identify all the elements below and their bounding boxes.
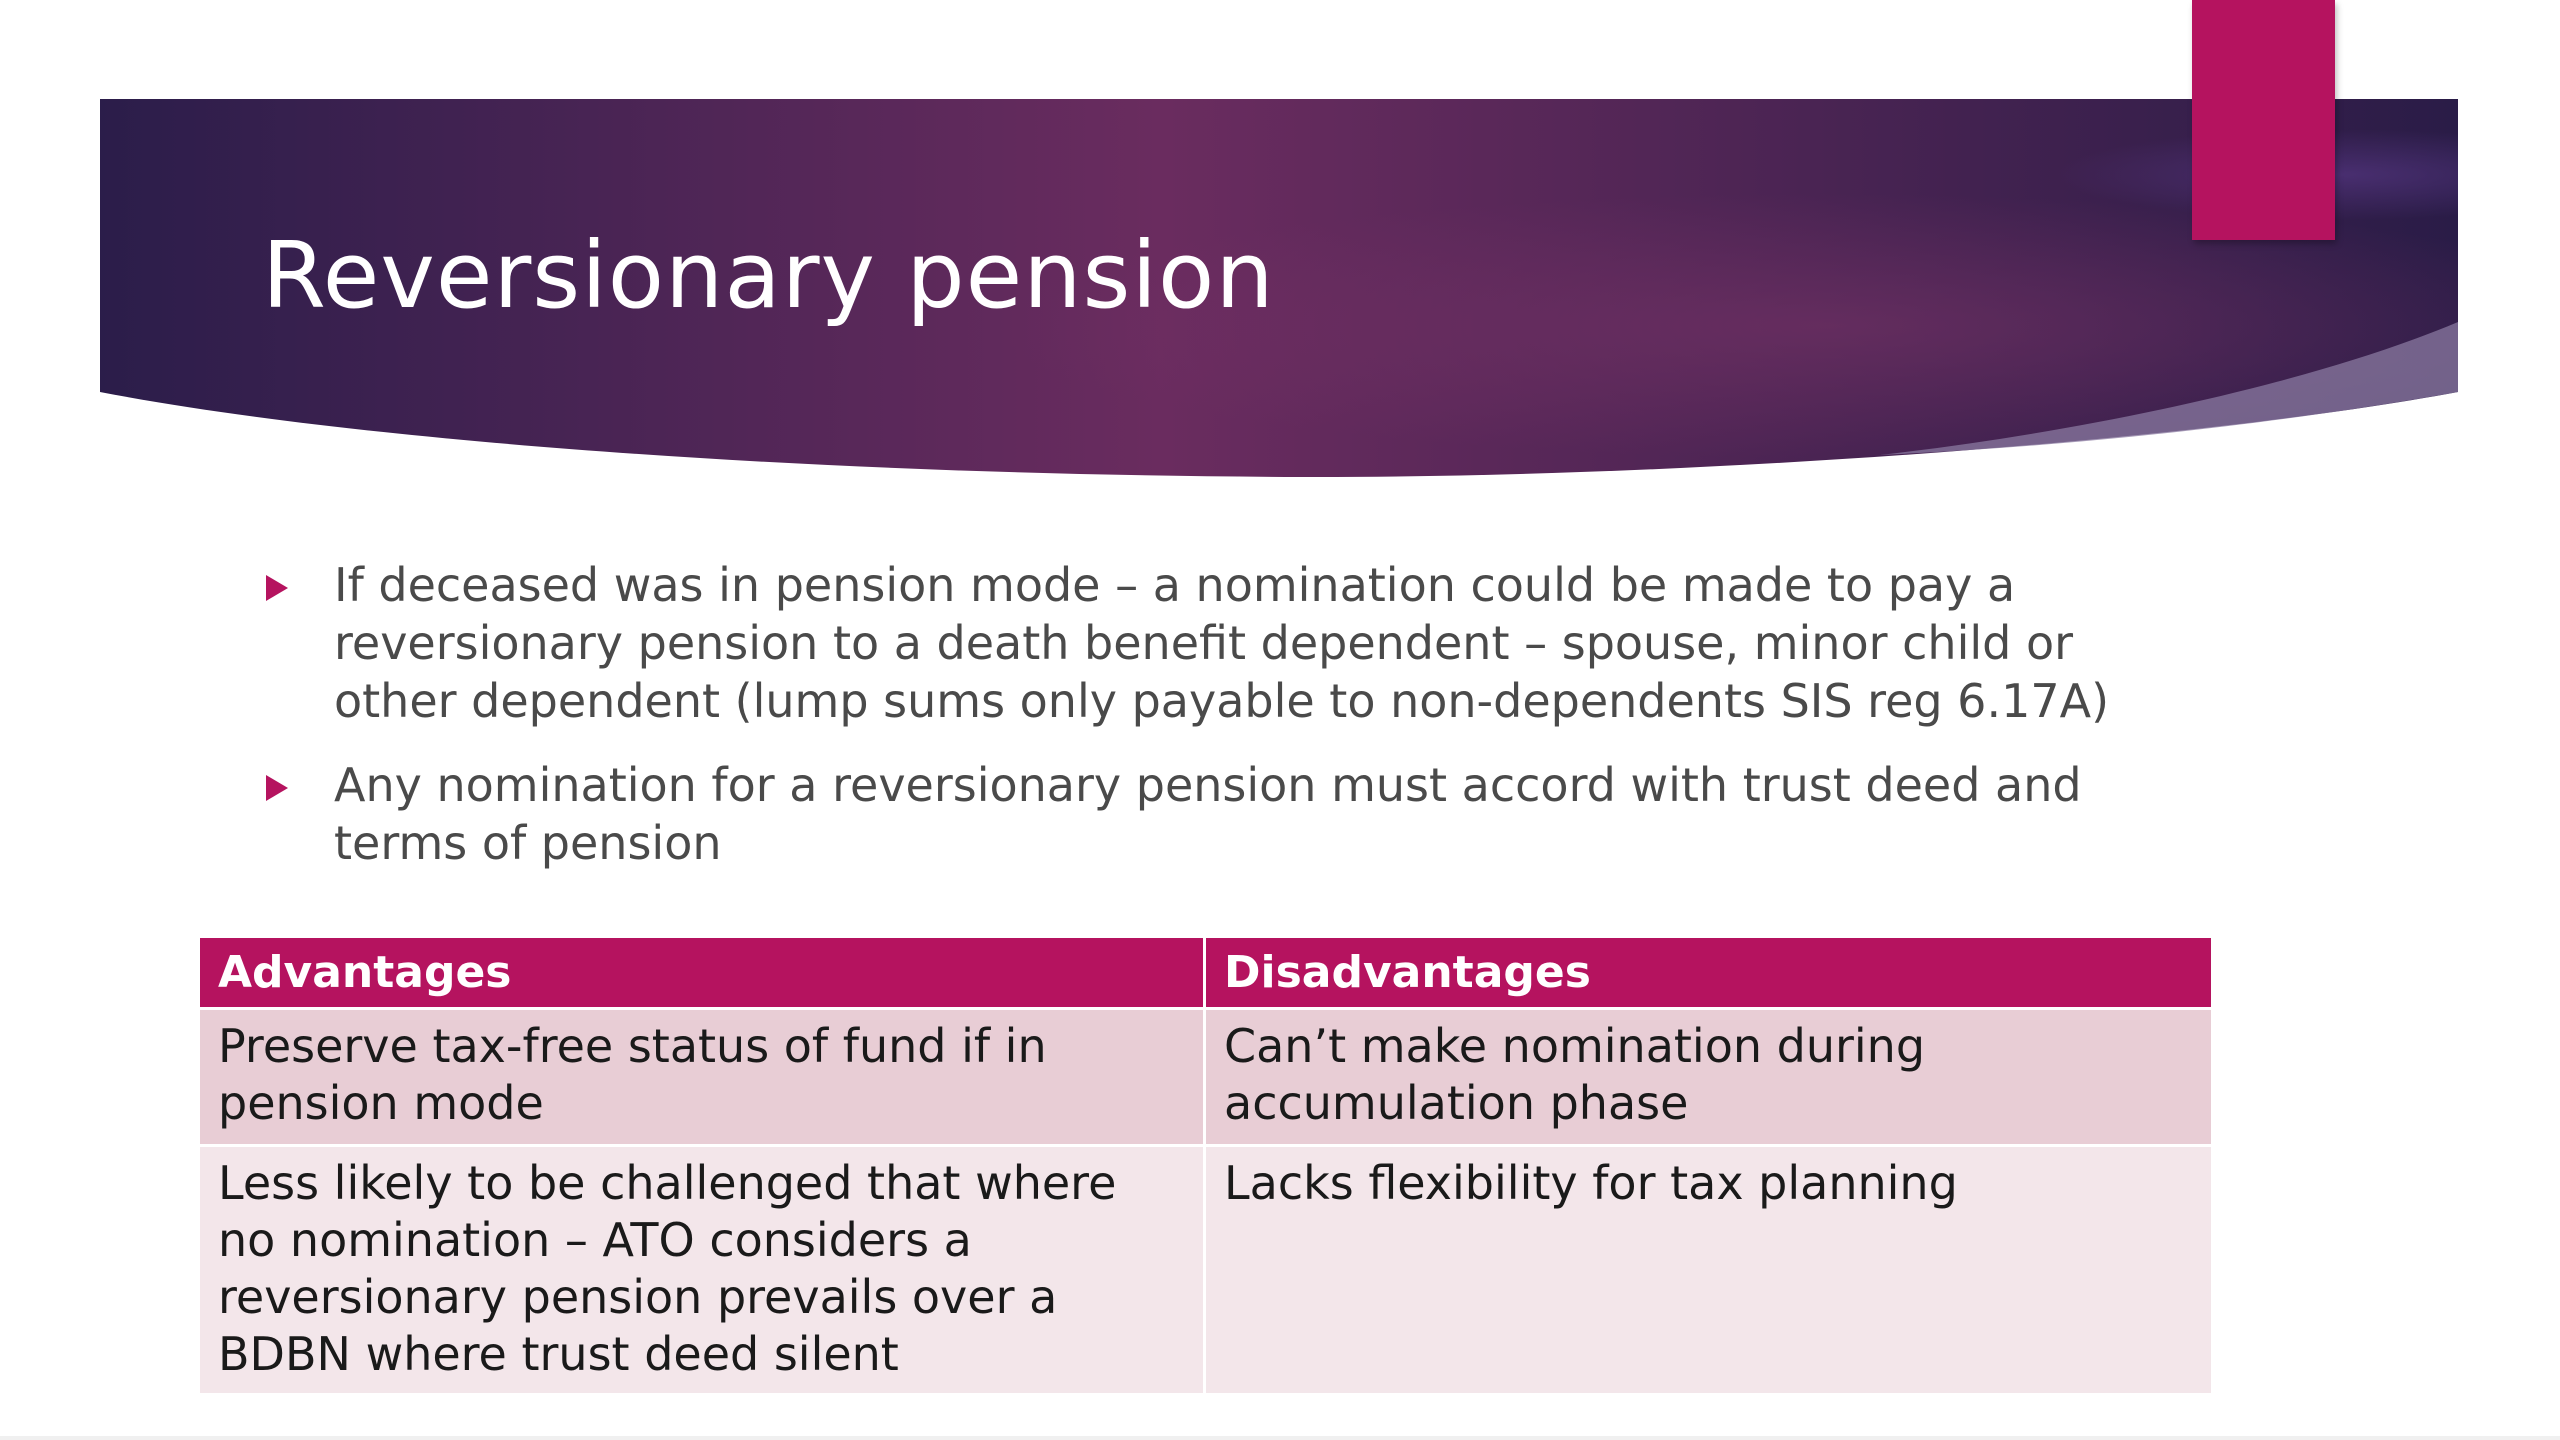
triangle-bullet-icon (266, 575, 288, 601)
table-row (199, 1146, 2213, 1395)
table-row (199, 1009, 2213, 1146)
advantages-disadvantages-table (197, 935, 2214, 1396)
bullet-item (262, 556, 2122, 730)
bottom-divider (0, 1436, 2560, 1440)
bullet-text: If deceased was in pension mode – a nomination could be made to pay a reversionary pension to a death benefit dependent – spouse, minor child or other dependent (lump sums only payable to non-dependents SIS reg 6.17A) (334, 558, 2110, 728)
table-cell-advantage: Less likely to be challenged that where no nomination – ATO considers a reversionary pension prevails over a BDBN where trust deed silent (199, 1146, 1205, 1395)
table-header-row (199, 937, 2213, 1009)
slide-title: Reversionary pension (262, 222, 1275, 329)
table-cell-advantage: Preserve tax-free status of fund if in pension mode (199, 1009, 1205, 1146)
table-cell-disadvantage: Can’t make nomination during accumulation phase (1205, 1009, 2213, 1146)
table-cell-disadvantage: Lacks flexibility for tax planning (1205, 1146, 2213, 1395)
bullet-text: Any nomination for a reversionary pension must accord with trust deed and terms of pension (334, 758, 2082, 870)
bullet-list (262, 556, 2122, 898)
bullet-item (262, 756, 2122, 872)
header-disadvantages: Disadvantages (1205, 937, 2213, 1009)
triangle-bullet-icon (266, 775, 288, 801)
accent-tab (2192, 0, 2335, 240)
header-advantages: Advantages (199, 937, 1205, 1009)
